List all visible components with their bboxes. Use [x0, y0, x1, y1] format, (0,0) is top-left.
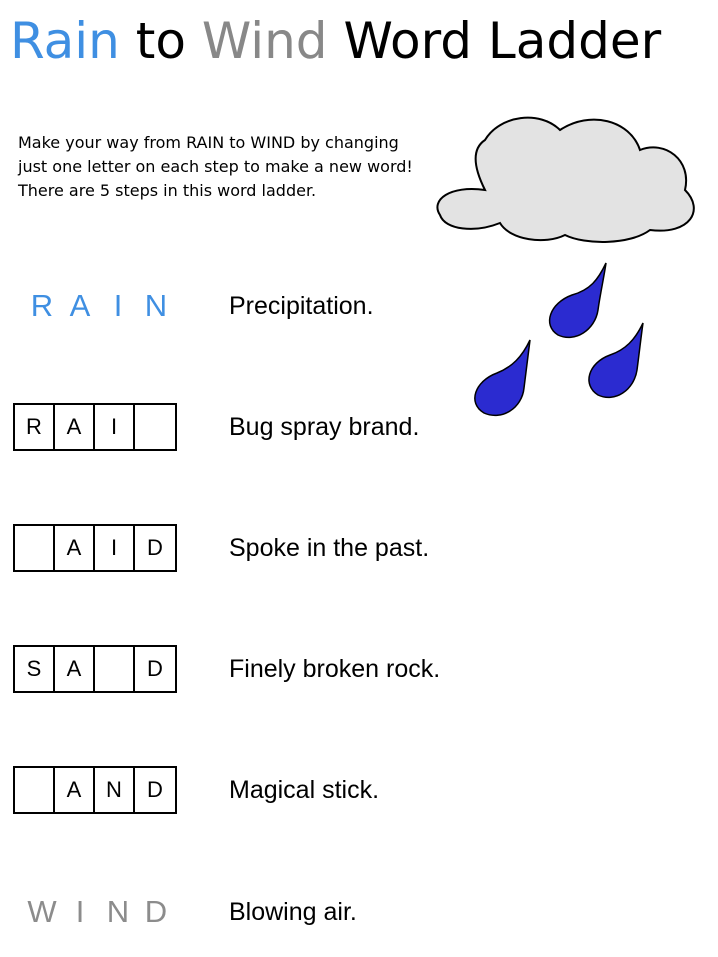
letter-boxes	[13, 403, 177, 451]
clue-text: Blowing air.	[229, 897, 357, 926]
letter-box[interactable]: S	[15, 647, 55, 691]
title-start-word: Rain	[10, 12, 120, 70]
letter-boxes	[13, 645, 177, 693]
letter-box[interactable]: I	[95, 526, 135, 570]
letter: D	[144, 894, 168, 929]
clue-text: Finely broken rock.	[229, 654, 441, 683]
raindrop-icon	[550, 263, 606, 337]
letter-box[interactable]	[15, 768, 55, 812]
letter-box[interactable]	[135, 405, 175, 449]
letter-box[interactable]	[95, 647, 135, 691]
letter-boxes	[13, 524, 177, 572]
rain-cloud-illustration	[430, 105, 710, 425]
ladder-row-step-1	[13, 403, 513, 451]
letter: I	[113, 288, 123, 323]
ladder-row-step-2	[13, 524, 513, 572]
letter: W	[27, 894, 57, 929]
page-title	[10, 6, 661, 76]
letter: N	[106, 894, 130, 929]
letter-box[interactable]	[15, 526, 55, 570]
ladder-row-step-3	[13, 645, 513, 693]
ladder-row-step-4	[13, 766, 513, 814]
ladder-row-end	[13, 888, 513, 936]
clue-text: Precipitation.	[229, 291, 374, 320]
instructions: Make your way from RAIN to WIND by changing just one letter on each step to make a new word! There are 5 steps in this word ladder.	[18, 133, 413, 200]
end-word	[23, 888, 175, 936]
ladder-row-start	[13, 282, 513, 330]
letter-box[interactable]: A	[55, 768, 95, 812]
letter: R	[30, 288, 54, 323]
letter-box[interactable]: N	[95, 768, 135, 812]
letter: A	[69, 288, 91, 323]
cloud-icon	[437, 118, 693, 242]
start-word	[23, 282, 175, 330]
letter: N	[144, 288, 168, 323]
title-suffix: Word Ladder	[343, 12, 662, 70]
raindrop-icon	[589, 323, 643, 397]
letter-box[interactable]: D	[147, 656, 163, 681]
title-connector: to	[135, 12, 186, 70]
clue-text: Magical stick.	[229, 775, 380, 804]
letter-box[interactable]: A	[55, 526, 95, 570]
letter-box[interactable]: A	[55, 647, 95, 691]
letter-box[interactable]: D	[147, 535, 163, 560]
letter-box[interactable]: R	[15, 405, 55, 449]
letter-box[interactable]: A	[55, 405, 95, 449]
title-end-word: Wind	[201, 12, 328, 70]
letter: I	[75, 894, 85, 929]
clue-text: Spoke in the past.	[229, 533, 430, 562]
letter-box[interactable]: I	[95, 405, 135, 449]
letter-box[interactable]: D	[147, 777, 163, 802]
letter-boxes	[13, 766, 177, 814]
clue-text: Bug spray brand.	[229, 412, 420, 441]
